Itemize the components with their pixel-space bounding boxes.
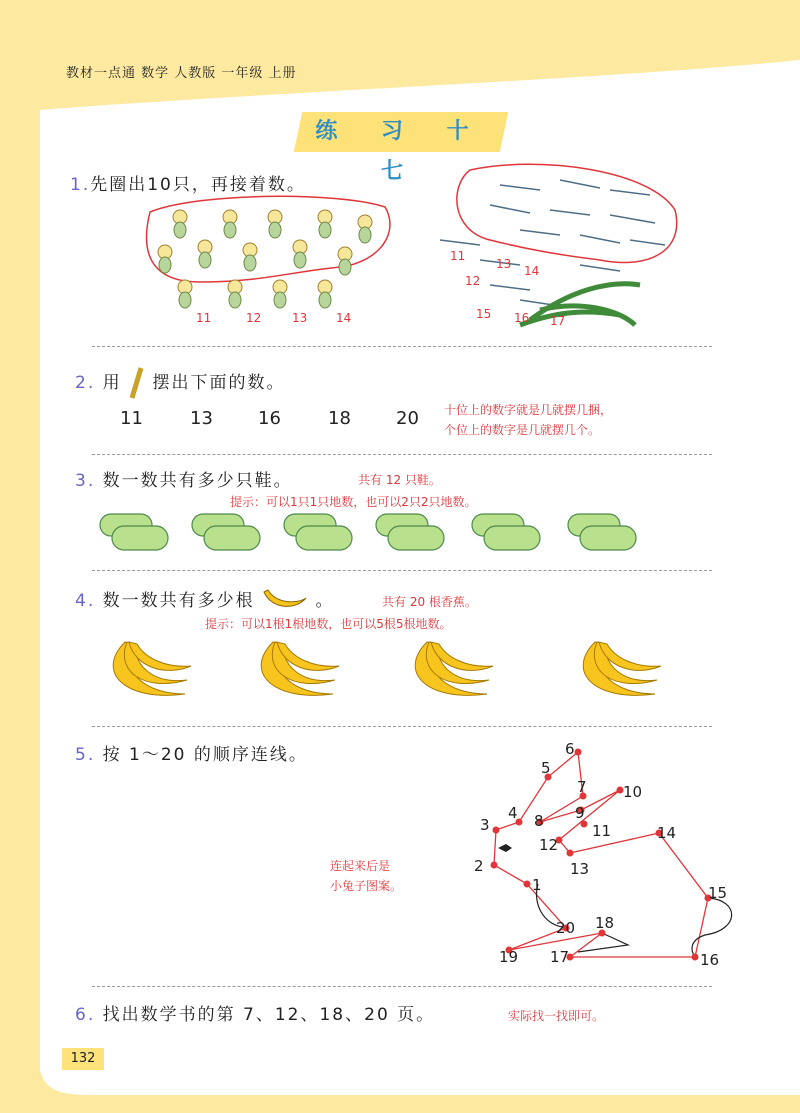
question-2-note-line1: 十位上的数字就是几就摆几捆，	[444, 403, 613, 417]
number-20: 20	[396, 408, 419, 429]
question-5-number: 5.	[75, 745, 96, 765]
question-3-text: 数一数共有多少只鞋。	[102, 471, 293, 491]
dragonfly-label-14: 14	[524, 264, 540, 278]
dot-label-9: 9	[575, 804, 585, 822]
dot-label-2: 2	[474, 857, 484, 875]
dot-label-13: 13	[570, 860, 590, 878]
book-header: 教材一点通 数学 人教版 一年级 上册	[66, 66, 297, 81]
question-3-hint: 提示：可以1只1只地数，也可以2只2只地数。	[230, 495, 477, 509]
dot-label-14: 14	[657, 824, 677, 842]
question-3-number: 3.	[75, 471, 96, 491]
question-6-answer: 实际找一找即可。	[508, 1009, 605, 1023]
divider-5	[92, 986, 712, 987]
question-2-text-b: 摆出下面的数。	[152, 373, 286, 393]
question-6-number: 6.	[75, 1005, 96, 1025]
dot-label-19: 19	[499, 948, 519, 966]
dragonfly-label-12: 12	[465, 274, 481, 288]
question-4-text-b: 。	[315, 591, 335, 611]
dot-label-4: 4	[508, 804, 518, 822]
question-5-note-line2: 小兔子图案。	[330, 879, 403, 893]
dot-label-3: 3	[480, 816, 490, 834]
dot-label-20: 20	[556, 919, 576, 937]
bee-label-11: 11	[196, 311, 212, 325]
question-2-text-a: 用	[102, 373, 122, 393]
question-5-text: 按 1～20 的顺序连线。	[102, 745, 308, 765]
dot-label-12: 12	[539, 836, 559, 854]
number-13: 13	[190, 408, 213, 429]
bee-label-12: 12	[246, 311, 262, 325]
question-4-hint: 提示：可以1根1根地数，也可以5根5根地数。	[205, 617, 452, 631]
question-4-answer: 共有 20 根香蕉。	[382, 595, 477, 609]
dot-label-10: 10	[623, 783, 643, 801]
dot-label-16: 16	[700, 951, 720, 969]
number-11: 11	[120, 408, 143, 429]
dragonfly-label-13: 13	[496, 257, 512, 271]
question-2-number: 2.	[75, 373, 96, 393]
dot-label-5: 5	[541, 759, 551, 777]
page-title: 练 习 十 七	[315, 119, 487, 184]
number-18: 18	[328, 408, 351, 429]
question-5-note-line1: 连起来后是	[330, 859, 391, 873]
question-2-note-line2: 个位上的数字是几就摆几个。	[444, 423, 601, 437]
dot-label-18: 18	[595, 914, 615, 932]
dot-label-11: 11	[592, 822, 612, 840]
bee-label-13: 13	[292, 311, 308, 325]
question-6	[75, 1000, 435, 1025]
dot-label-6: 6	[565, 740, 575, 758]
number-16: 16	[258, 408, 281, 429]
dragonfly-label-17: 17	[550, 314, 566, 328]
question-3-answer: 共有 12 只鞋。	[358, 473, 441, 487]
bee-label-14: 14	[336, 311, 352, 325]
question-4-number: 4.	[75, 591, 96, 611]
question-1-number: 1.	[70, 175, 91, 195]
dragonfly-label-11: 11	[450, 249, 466, 263]
dot-label-8: 8	[534, 812, 544, 830]
page-number: 132	[62, 1048, 104, 1070]
question-1-text: 先圈出10只，再接着数。	[90, 175, 306, 195]
question-6-text: 找出数学书的第 7、12、18、20 页。	[102, 1005, 436, 1025]
dot-label-15: 15	[708, 884, 728, 902]
dragonfly-label-15: 15	[476, 307, 492, 321]
dot-label-17: 17	[550, 948, 570, 966]
question-4-text-a: 数一数共有多少根	[102, 591, 255, 611]
dot-label-1: 1	[532, 876, 542, 894]
dragonfly-label-16: 16	[514, 311, 530, 325]
dot-label-7: 7	[577, 778, 587, 796]
